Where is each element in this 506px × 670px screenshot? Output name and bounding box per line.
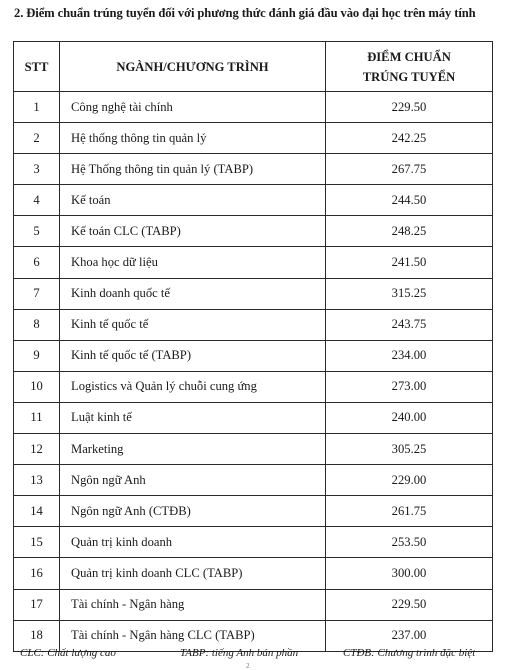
score-cell: 305.25 — [326, 434, 493, 465]
score-cell: 234.00 — [326, 340, 493, 371]
stt-cell: 16 — [14, 558, 60, 589]
score-cell: 243.75 — [326, 309, 493, 340]
score-cell: 229.50 — [326, 589, 493, 620]
stt-cell: 7 — [14, 278, 60, 309]
table-row — [14, 185, 493, 216]
score-cell: 229.00 — [326, 465, 493, 496]
program-name-cell: Tài chính - Ngân hàng CLC (TABP) — [60, 620, 326, 651]
table-row — [14, 216, 493, 247]
score-cell: 241.50 — [326, 247, 493, 278]
section-heading: 2. Điểm chuẩn trúng tuyển đối với phương thức đánh giá đầu vào đại học trên máy tính — [14, 6, 476, 20]
stt-cell: 4 — [14, 185, 60, 216]
footer-note-clc: CLC: Chất lượng cao — [20, 647, 116, 659]
stt-cell: 2 — [14, 123, 60, 154]
header-score — [326, 42, 493, 92]
stt-cell: 17 — [14, 589, 60, 620]
header-score-line2: TRÚNG TUYỂN — [362, 69, 456, 84]
table-header-row — [14, 42, 493, 92]
table-row — [14, 589, 493, 620]
program-name-cell: Hệ thống thông tin quản lý — [60, 123, 326, 154]
table-row — [14, 247, 493, 278]
table-row — [14, 434, 493, 465]
program-name-cell: Logistics và Quản lý chuỗi cung ứng — [60, 371, 326, 402]
score-cell: 229.50 — [326, 92, 493, 123]
program-name-cell: Kinh doanh quốc tế — [60, 278, 326, 309]
stt-cell: 15 — [14, 527, 60, 558]
program-name-cell: Khoa học dữ liệu — [60, 247, 326, 278]
stt-cell: 9 — [14, 340, 60, 371]
stt-cell: 11 — [14, 402, 60, 433]
header-score-line1: ĐIỂM CHUẨN — [367, 49, 451, 64]
table-row — [14, 527, 493, 558]
table-row — [14, 123, 493, 154]
table-row — [14, 465, 493, 496]
program-name-cell: Kinh tế quốc tế — [60, 309, 326, 340]
program-name-cell: Ngôn ngữ Anh (CTĐB) — [60, 496, 326, 527]
program-name-cell: Công nghệ tài chính — [60, 92, 326, 123]
program-name-cell: Kinh tế quốc tế (TABP) — [60, 340, 326, 371]
footer-note-tabp: TABP: tiếng Anh bán phần — [180, 647, 299, 659]
score-cell: 240.00 — [326, 402, 493, 433]
score-cell: 267.75 — [326, 154, 493, 185]
program-name-cell: Quản trị kinh doanh CLC (TABP) — [60, 558, 326, 589]
header-stt: STT — [14, 42, 60, 92]
stt-cell: 5 — [14, 216, 60, 247]
score-cell: 237.00 — [326, 620, 493, 651]
stt-cell: 3 — [14, 154, 60, 185]
table-row — [14, 371, 493, 402]
stt-cell: 14 — [14, 496, 60, 527]
header-program: NGÀNH/CHƯƠNG TRÌNH — [60, 42, 326, 92]
footer-note-ctdb: CTĐB: Chương trình đặc biệt — [343, 647, 476, 659]
stt-cell: 1 — [14, 92, 60, 123]
table-row — [14, 496, 493, 527]
score-cell: 315.25 — [326, 278, 493, 309]
page-number: 2 — [246, 662, 250, 670]
table-row — [14, 278, 493, 309]
table-row — [14, 154, 493, 185]
score-cell: 253.50 — [326, 527, 493, 558]
score-cell: 261.75 — [326, 496, 493, 527]
stt-cell: 8 — [14, 309, 60, 340]
table-row — [14, 340, 493, 371]
score-cell: 244.50 — [326, 185, 493, 216]
program-name-cell: Kế toán CLC (TABP) — [60, 216, 326, 247]
score-cell: 248.25 — [326, 216, 493, 247]
table-row — [14, 92, 493, 123]
program-name-cell: Tài chính - Ngân hàng — [60, 589, 326, 620]
stt-cell: 6 — [14, 247, 60, 278]
score-cell: 273.00 — [326, 371, 493, 402]
score-cell: 242.25 — [326, 123, 493, 154]
program-name-cell: Luật kinh tế — [60, 402, 326, 433]
admission-score-table — [13, 41, 493, 652]
program-name-cell: Quản trị kinh doanh — [60, 527, 326, 558]
program-name-cell: Ngôn ngữ Anh — [60, 465, 326, 496]
score-cell: 300.00 — [326, 558, 493, 589]
stt-cell: 12 — [14, 434, 60, 465]
program-name-cell: Marketing — [60, 434, 326, 465]
stt-cell: 13 — [14, 465, 60, 496]
table-row — [14, 402, 493, 433]
stt-cell: 18 — [14, 620, 60, 651]
table-row — [14, 309, 493, 340]
program-name-cell: Hệ Thống thông tin quản lý (TABP) — [60, 154, 326, 185]
program-name-cell: Kế toán — [60, 185, 326, 216]
table-row — [14, 558, 493, 589]
stt-cell: 10 — [14, 371, 60, 402]
